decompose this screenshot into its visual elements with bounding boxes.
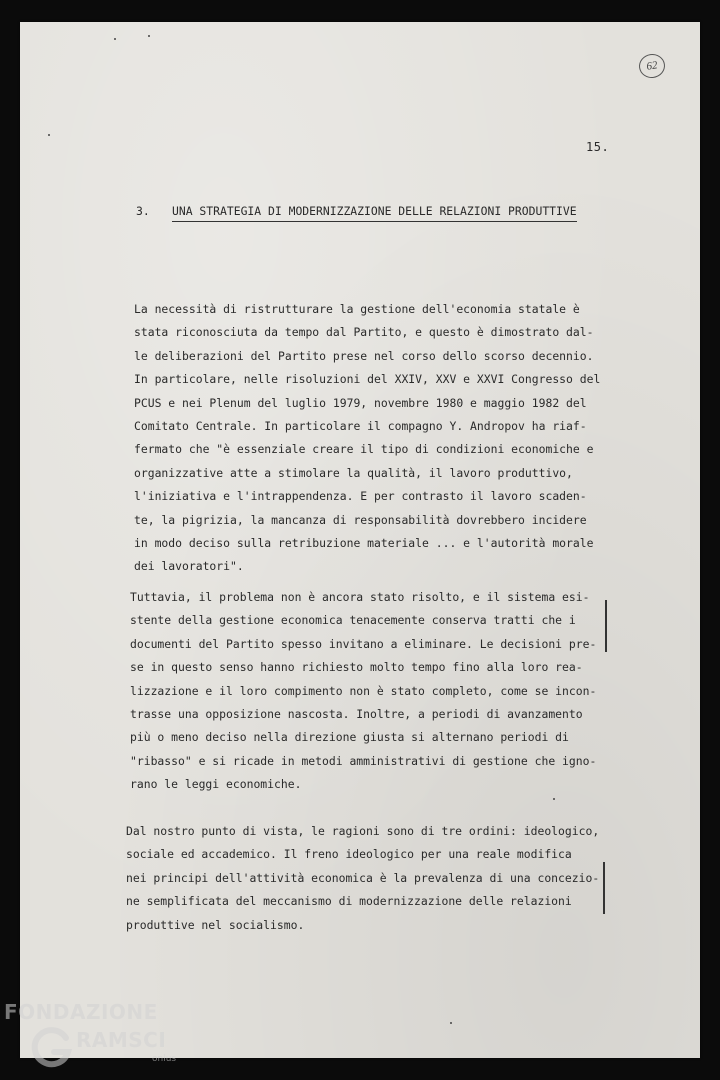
scan-speck [114,38,116,40]
scan-speck [148,35,150,37]
watermark-line-1: FONDAZIONE [4,1000,158,1024]
scan-speck [450,1022,452,1024]
watermark-line-2: RAMSCI [76,1028,167,1052]
scan-speck [48,134,50,136]
page-number: 15. [586,140,610,154]
section-heading [136,204,577,222]
paragraph-3: Dal nostro punto di vista, le ragioni sono di tre ordini: ideologico, sociale ed accademico. Il freno ideologico per una reale modifica nei principi dell'attività economica è la prevalenza di una concezio- ne semplificata del meccanismo di modernizzazione delle relazioni produttive nel socialismo. [126,824,600,932]
margin-mark-line [605,600,607,652]
scan-speck [553,798,555,800]
fondazione-gramsci-watermark [4,998,204,1078]
paragraph-2: Tuttavia, il problema non è ancora stato risolto, e il sistema esi- stente della gestione economica tenacemente conserva tratti che i documenti del Partito spesso invitano a eliminare. Le decisioni pre- se in questo senso hanno richiesto molto tempo fino alla loro rea- lizzazione e il loro compimento non è stato completo, come se incon- trasse una opposizione nascosta. Inoltre, a periodi di avanzamento più o meno deciso nella direzione giusta si alternano periodi di "ribasso" e si ricade in metodi amministrativi di gestione che igno- rano le leggi economiche. [130,590,597,792]
margin-mark-line [603,862,605,914]
gramsci-g-logo-icon [30,1026,74,1070]
paragraph-1: La necessità di ristrutturare la gestione dell'economia statale è stata riconosciuta da tempo dal Partito, e questo è dimostrato dal- le deliberazioni del Partito prese nel corso dello scorso decennio. In particolare, nelle risoluzioni del XXIV, XXV e XXVI Congresso del PCUS e nei Plenum del luglio 1979, novembre 1980 e maggio 1982 del Comitato Centrale. In particolare il compagno Y. Andropov ha riaf- fermato che "è essenziale creare il tipo di condizioni economiche e organizzative atte a stimolare la qualità, il lavoro produttivo, l'iniziativa e l'intrappendenza. E per contrasto il lavoro scaden- te, la pigrizia, la mancanza di responsabilità dovrebbero incidere in modo deciso sulla retribuzione materiale ... e l'autorità morale dei lavoratori". [134,302,601,574]
watermark-line-3: onlus [152,1054,177,1064]
section-title: UNA STRATEGIA DI MODERNIZZAZIONE DELLE RELAZIONI PRODUTTIVE [172,204,577,222]
section-number: 3. [136,204,150,218]
document-page [20,22,700,1058]
archive-page-stamp: 62 [637,52,666,79]
